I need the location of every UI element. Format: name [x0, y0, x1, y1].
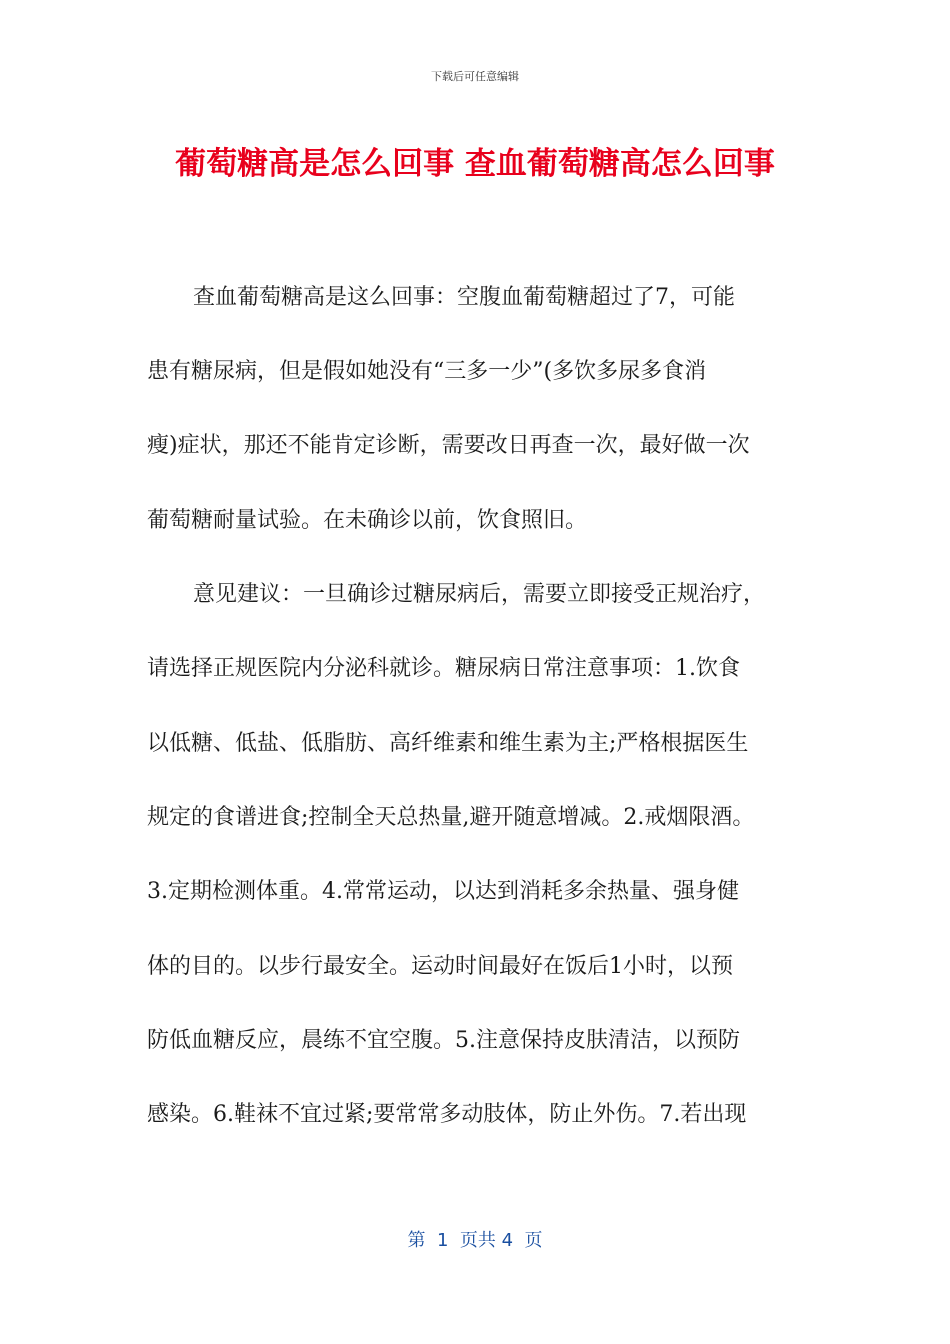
paragraph-2-line-6: 体的目的。以步行最安全。运动时间最好在饭后1小时，以预: [147, 954, 733, 979]
paragraph-2-line-4: 规定的食谱进食;控制全天总热量,避开随意增减。2.戒烟限酒。: [147, 805, 755, 830]
paragraph-2-line-5: 3.定期检测体重。4.常常运动，以达到消耗多余热量、强身健: [147, 879, 739, 904]
paragraph-2-line-3: 以低糖、低盐、低脂肪、高纤维素和维生素为主;严格根据医生: [147, 731, 749, 756]
paragraph-1-line-1: 查血葡萄糖高是这么回事：空腹血葡萄糖超过了7，可能: [193, 285, 735, 310]
paragraph-1-line-2: 患有糖尿病，但是假如她没有“三多一少”(多饮多尿多食消: [147, 359, 707, 384]
paragraph-2-line-1: 意见建议：一旦确诊过糖尿病后，需要立即接受正规治疗，: [193, 582, 766, 607]
paragraph-2-line-7: 防低血糖反应，晨练不宜空腹。5.注意保持皮肤清洁，以预防: [147, 1028, 740, 1053]
paragraph-1-line-3: 瘦)症状，那还不能肯定诊断，需要改日再查一次，最好做一次: [147, 433, 750, 458]
paragraph-2-line-2: 请选择正规医院内分泌科就诊。糖尿病日常注意事项：1.饮食: [147, 656, 740, 681]
paragraph-1-line-4: 葡萄糖耐量试验。在未确诊以前，饮食照旧。: [147, 508, 588, 533]
paragraph-2-line-8: 感染。6.鞋袜不宜过紧;要常常多动肢体，防止外伤。7.若出现: [147, 1102, 747, 1127]
page-number-footer: 第 1 页共 4 页: [407, 1230, 543, 1251]
document-title: 葡萄糖高是怎么回事 查血葡萄糖高怎么回事: [175, 146, 775, 182]
header-note: 下载后可任意编辑: [431, 70, 519, 83]
